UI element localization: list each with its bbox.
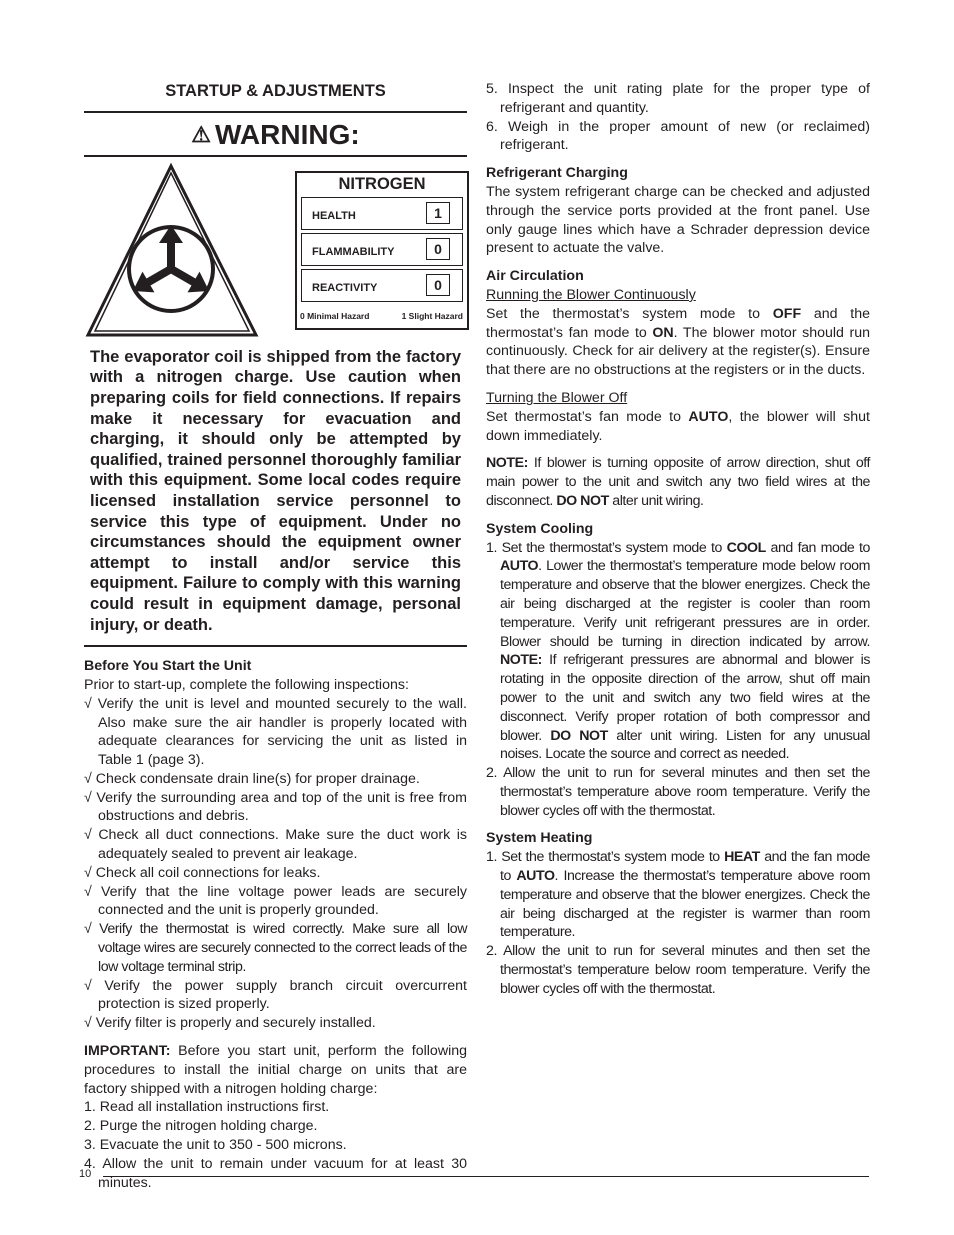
step-item: 3. Evacuate the unit to 350 - 500 microns. (84, 1137, 347, 1154)
checklist-item: √ Verify that the line voltage power leads are securely connected and the unit is properly grounded. (84, 883, 467, 919)
hazard-row-flammability (301, 233, 463, 266)
charge-steps-continued (486, 80, 870, 155)
text-run: Set the thermostat’s system mode to (486, 305, 773, 322)
mode-auto: AUTO (516, 868, 555, 885)
hazard-value: 1 (426, 202, 450, 224)
text-run: . The blower motor should run continuously. Check for air delivery at the register(s). Ensure that there are no obstructions at the registers or in the ducts. (486, 324, 871, 379)
do-not-label: DO NOT (556, 492, 609, 509)
text-run: If blower is turning opposite of arrow direction, shut off main power to the unit and switch any two field wires at the disconnect. (486, 455, 870, 509)
text-run: 1. Set the thermostat’s system mode to (486, 849, 725, 866)
hazard-legend-slight: 1 Slight Hazard (401, 310, 463, 321)
text-run: , the blower will shut down immediately. (486, 408, 870, 444)
cooling-heading: System Cooling (486, 520, 594, 537)
inspection-checklist (84, 695, 467, 1033)
hazard-legend-minimal: 0 Minimal Hazard (300, 310, 370, 321)
warning-heading (84, 113, 467, 155)
warning-text: The evaporator coil is shipped from the factory with a nitrogen charge. Use caution when preparing coils for field connections. If repairs make it necessary for evacuation and charging, it should only be attempted by qualified, trained personnel thoroughly familiar with this equipment. Some local codes require licensed installation service personnel to service this type of equipment. Under no circumstances should the equipment owner attempt to install and/or service this equipment. Failure to comply with this warning could result in equipment damage, personal injury, or death. (90, 347, 461, 634)
step-item: 1. Read all installation instructions first. (84, 1099, 330, 1116)
step-item: 4. Allow the unit to remain under vacuum for at least 30 minutes. (84, 1155, 467, 1191)
heating-step-2: 2. Allow the unit to run for several minutes and then set the thermostat’s temperature below room temperature. Verify the blower cycles off with the thermostat. (486, 943, 870, 997)
hazard-label: REACTIVITY (312, 281, 378, 294)
text-run: and fan mode to (765, 539, 870, 556)
text-run: 1. Set the thermostat’s system mode to (486, 539, 727, 556)
warning-title: WARNING: (215, 118, 360, 150)
checklist-item: √ Verify filter is properly and securely installed. (84, 1015, 376, 1032)
blower-off-heading: Turning the Blower Off (486, 389, 628, 406)
text-run: . Lower the thermostat’s temperature mode below room temperature and observe that the blower energizes. Check the air being discharged at the register is cooler than room temperature. Verify unit refrigerant pressures are in order. Blower should be turning in direction indicated by arrow. (500, 558, 870, 650)
hazard-value: 0 (426, 274, 450, 296)
blower-off-text (486, 408, 870, 446)
heating-heading: System Heating (486, 830, 593, 847)
left-column (84, 80, 467, 1201)
pressure-hazard-icon (84, 161, 264, 341)
blower-continuous-text (486, 305, 870, 380)
hazard-value: 0 (426, 238, 450, 260)
hazard-row-health (301, 197, 463, 230)
refrigerant-text: The system refrigerant charge can be checked and adjusted through the service ports provided at the front panel. Use only gauge lines which have a Schrader depression device present to actuate the valve. (486, 183, 870, 257)
text-run: Set thermostat’s fan mode to (486, 408, 689, 425)
step-item: 2. Purge the nitrogen holding charge. (84, 1118, 318, 1135)
checklist-item: √ Verify the thermostat is wired correctly. Make sure all low voltage wires are securely connected to the correct leads of the low voltage terminal strip. (84, 921, 467, 975)
blower-note (486, 454, 870, 510)
air-circulation-heading: Air Circulation (486, 268, 584, 285)
mode-on: ON (652, 324, 674, 341)
text-run: and the fan mode to (500, 849, 870, 885)
text-run: . Increase the thermostat’s temperature above room temperature and observe that the blower energizes. Check the air being discharged at the register is warmer than room temperature. (500, 868, 870, 941)
hazard-label: FLAMMABILITY (312, 245, 395, 258)
refrigerant-heading: Refrigerant Charging (486, 165, 628, 182)
cooling-step-2: 2. Allow the unit to run for several minutes and then set the thermostat’s temperature above room temperature. Verify the blower cycles off with the thermostat. (486, 765, 870, 819)
hazard-label: HEALTH (312, 209, 356, 222)
checklist-item: √ Check all duct connections. Make sure the duct work is adequately sealed to prevent air leakage. (84, 827, 467, 863)
checklist-item: √ Check condensate drain line(s) for proper drainage. (84, 770, 420, 787)
text-run: alter unit wiring. (608, 492, 704, 509)
mode-heat: HEAT (724, 849, 760, 866)
blower-continuous-heading: Running the Blower Continuously (486, 286, 696, 303)
note-label: NOTE: (500, 652, 542, 669)
heating-step-1 (486, 848, 870, 942)
nitrogen-hazard-label (295, 171, 469, 330)
mode-auto: AUTO (688, 408, 729, 425)
charge-steps-list (84, 1098, 467, 1192)
do-not-label: DO NOT (550, 727, 608, 744)
before-start-intro: Prior to start-up, complete the following inspections: (84, 676, 409, 693)
text-run: If refrigerant pressures are abnormal and blower is rotating in the opposite direction of the arrow, shut off main power to the unit and switch any two field wires at the disconnect. Verify proper rotation of both compressor and blower. (500, 652, 870, 744)
mode-cool: COOL (726, 539, 766, 556)
footer-rule (103, 1176, 869, 1177)
note-label: NOTE: (486, 455, 528, 472)
mode-off: OFF (772, 305, 802, 322)
nitrogen-title: NITROGEN (338, 174, 426, 193)
warning-visual (84, 157, 467, 337)
cooling-steps (486, 539, 870, 821)
checklist-item: √ Verify the unit is level and mounted securely to the wall. Also make sure the air handler is properly located with adequate clearances for servicing the unit as listed in Table 1 (page 3). (84, 695, 467, 769)
warning-bottom-rule (84, 645, 467, 647)
important-text: Before you start unit, perform the following procedures to install the initial charge on units that are factory shipped with a nitrogen holding charge: (84, 1043, 467, 1097)
page-number: 10 (79, 1168, 92, 1180)
checklist-item: √ Verify the surrounding area and top of the unit is free from obstructions and debris. (84, 789, 467, 825)
warning-triangle-icon: ⚠ (191, 121, 212, 147)
right-column (486, 80, 870, 1008)
heating-steps (486, 848, 870, 998)
checklist-item: √ Verify the power supply branch circuit overcurrent protection is sized properly. (84, 977, 467, 1013)
mode-auto: AUTO (500, 558, 539, 575)
before-start-heading: Before You Start the Unit (84, 658, 252, 675)
step-item: 6. Weigh in the proper amount of new (or reclaimed) refrigerant. (486, 118, 870, 154)
checklist-item: √ Check all coil connections for leaks. (84, 864, 321, 881)
section-title: STARTUP & ADJUSTMENTS (165, 82, 386, 100)
text-run: alter unit wiring. Listen for any unusual noises. Locate the source and correct as needed. (500, 727, 870, 763)
hazard-row-reactivity (301, 269, 463, 302)
important-label: IMPORTANT: (84, 1043, 171, 1060)
hazard-legend (297, 305, 467, 328)
cooling-step-1 (486, 539, 870, 765)
text-run: and the thermostat’s fan mode to (486, 305, 871, 341)
step-item: 5. Inspect the unit rating plate for the proper type of refrigerant and quantity. (486, 81, 870, 116)
important-note (84, 1042, 467, 1098)
